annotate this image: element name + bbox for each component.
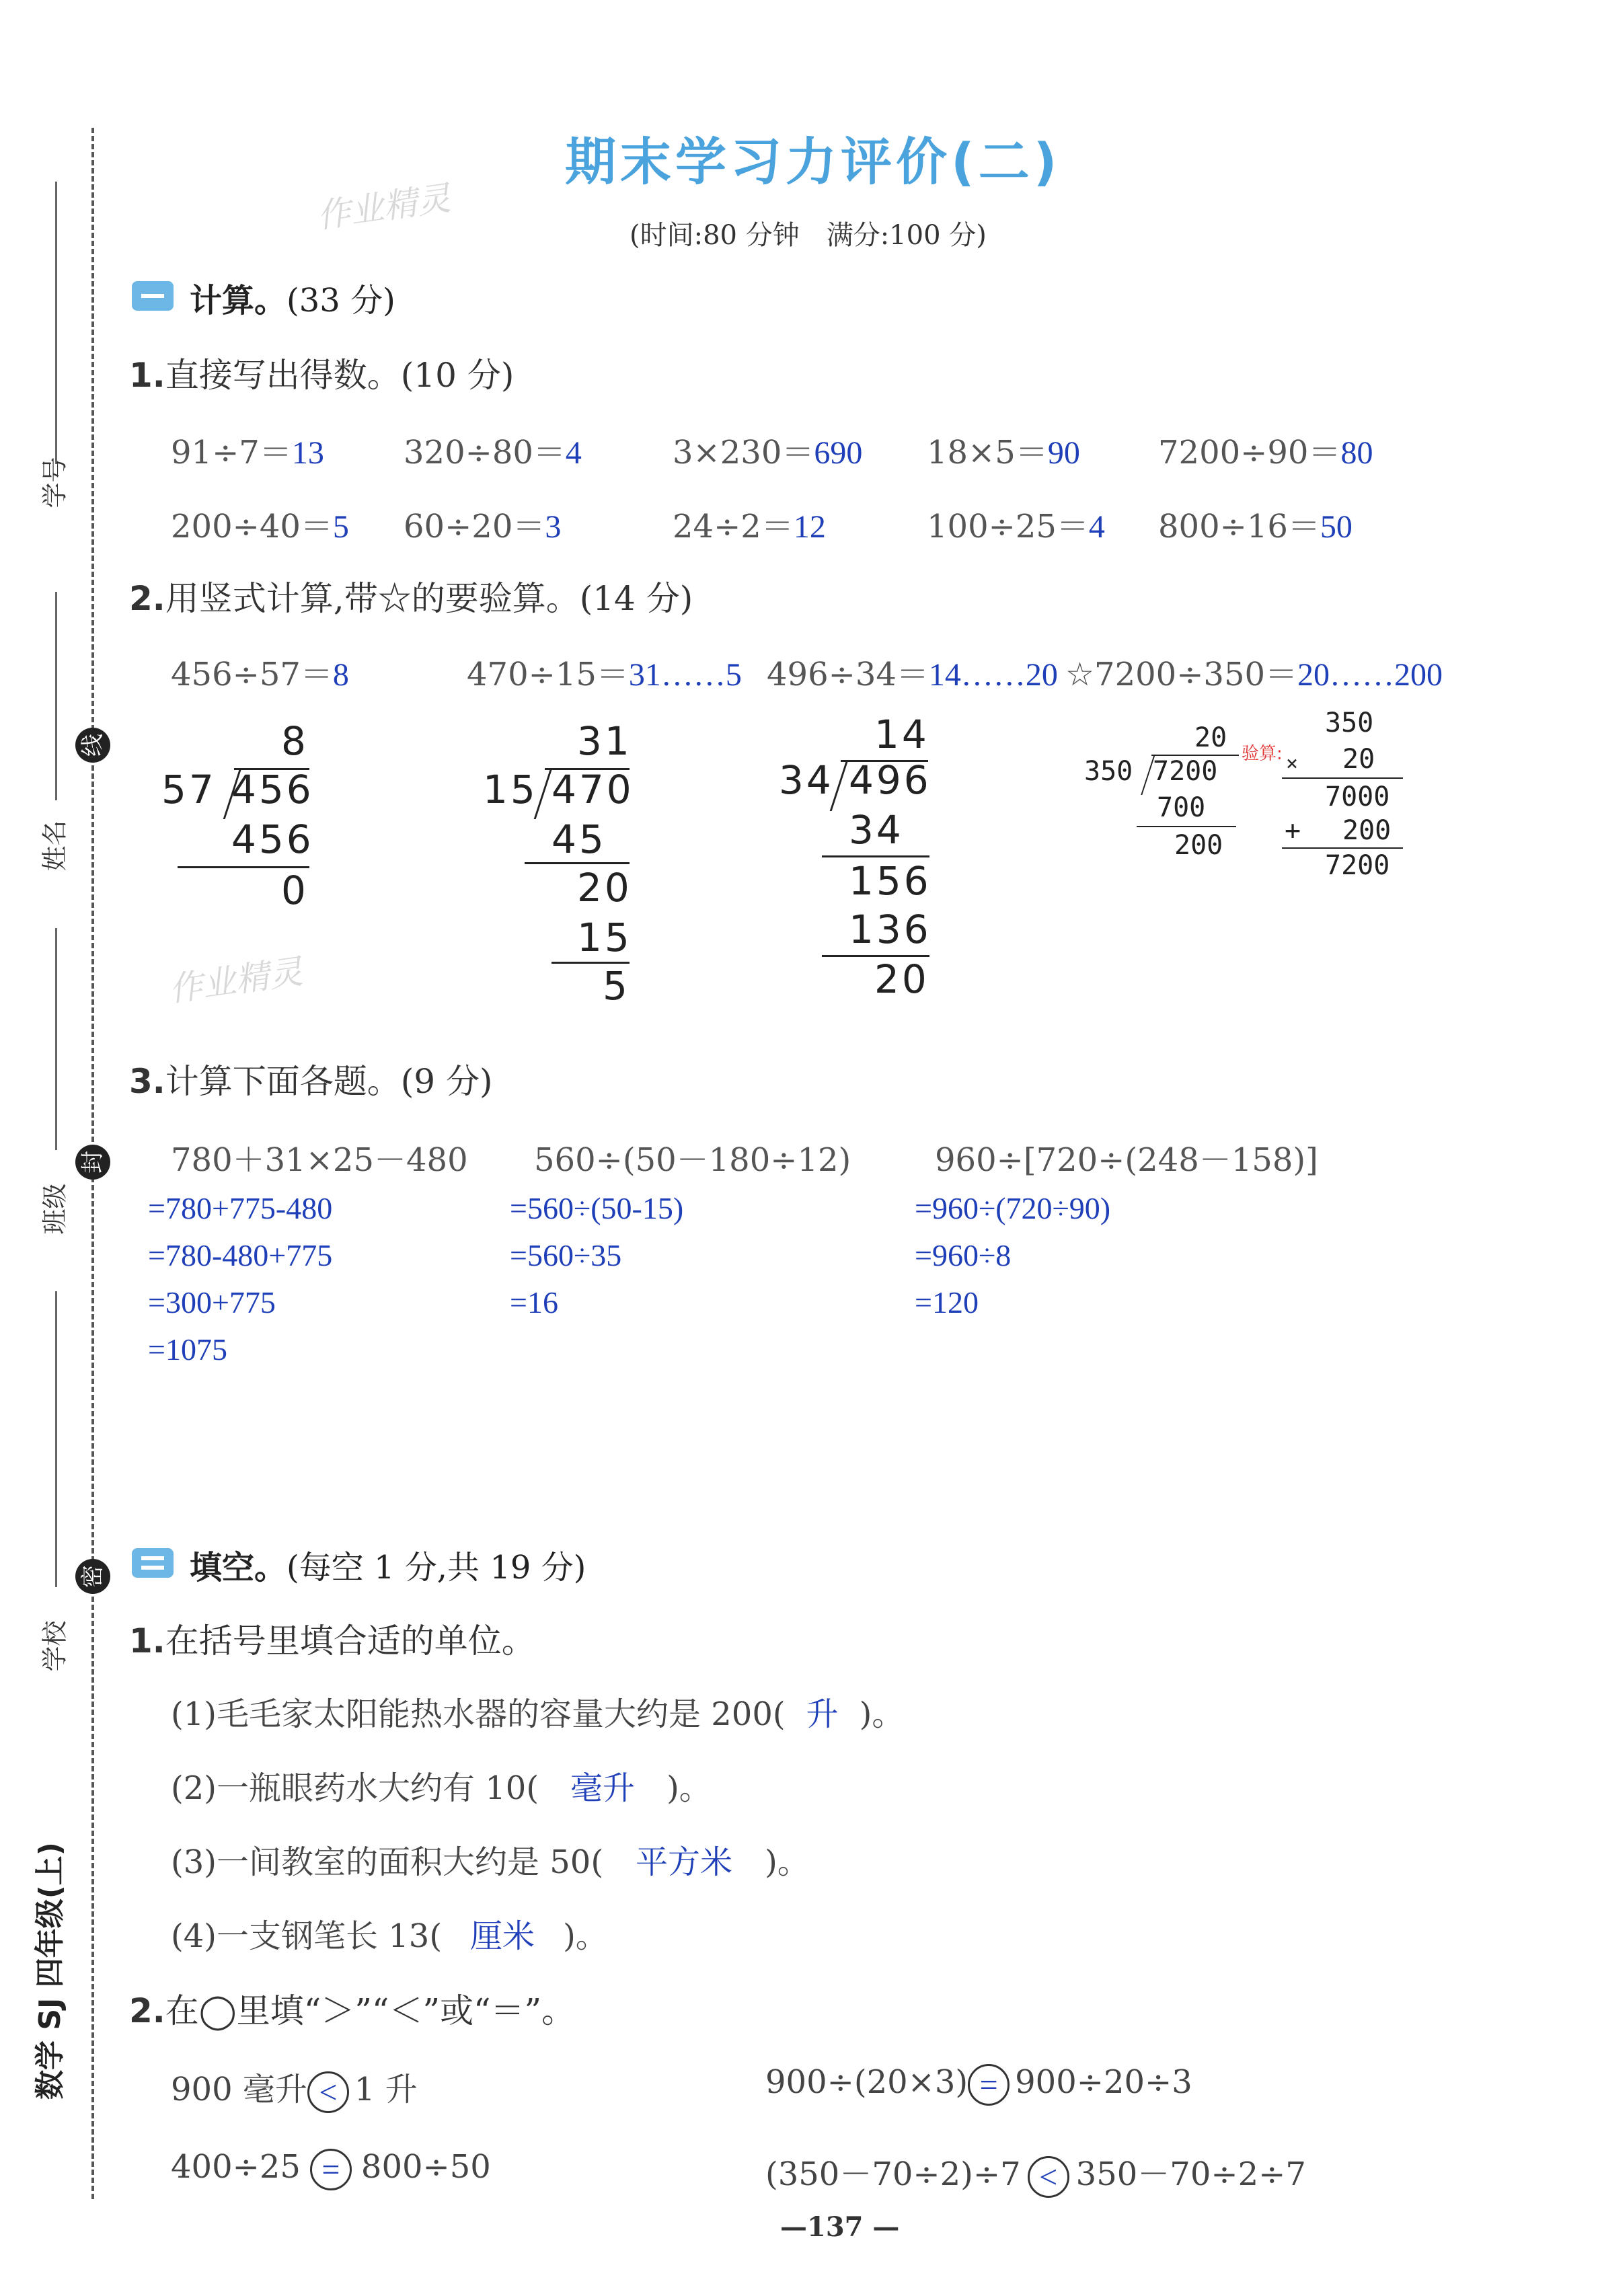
margin-line-xingming xyxy=(55,592,57,800)
page-title: 期末学习力评价(二) xyxy=(565,132,1061,192)
q3-item-2-expr: 560÷(50－180÷12) xyxy=(534,1141,851,1179)
margin-label-banji: 班级 xyxy=(40,1183,70,1235)
margin-label-xingming: 姓名 xyxy=(40,820,70,872)
q3-item-1-step-1: =780+775-480 xyxy=(148,1191,333,1225)
q1-item-7: 60÷20＝3 xyxy=(404,508,562,545)
q1-item-3: 3×230＝690 xyxy=(673,434,863,471)
q3-item-3-step-1: =960÷(720÷90) xyxy=(915,1191,1111,1225)
q3-item-3-expr: 960÷[720÷(248－158)] xyxy=(935,1141,1318,1179)
q1-item-6: 200÷40＝5 xyxy=(171,508,349,545)
s2-q1-item-2: (2)一瓶眼药水大约有 10( 毫升 )。 xyxy=(171,1769,712,1807)
section1-q3-heading: 3.计算下面各题。(9 分) xyxy=(129,1062,493,1101)
margin-book-label: 数学 SJ 四年级(上) xyxy=(33,1842,67,2100)
q2-item-3: 496÷34＝14……20 xyxy=(767,656,1058,693)
margin-seal-mi: 密 xyxy=(75,1559,110,1594)
s2-q2-item-3: 400÷25 = 800÷50 xyxy=(171,2148,491,2190)
section1-q1-heading: 1.直接写出得数。(10 分) xyxy=(129,356,515,395)
q3-item-2-step-3: =16 xyxy=(510,1285,558,1319)
q1-item-4: 18×5＝90 xyxy=(927,434,1080,471)
q2-item-1: 456÷57＝8 xyxy=(171,656,349,693)
q1-item-2: 320÷80＝4 xyxy=(404,434,582,471)
q3-item-1-step-2: =780-480+775 xyxy=(148,1238,333,1272)
margin-seal-feng: 封 xyxy=(75,1145,110,1180)
q3-item-3-step-3: =120 xyxy=(915,1285,979,1319)
s2-q2-item-4: (350－70÷2)÷7 < 350－70÷2÷7 xyxy=(765,2148,1306,2198)
s2-q2-item-1: 900 毫升 < 1 升 xyxy=(171,2063,418,2113)
section2-q2-heading: 2.在◯里填“＞”“＜”或“＝”。 xyxy=(129,1991,576,2030)
page-number: —137 — xyxy=(780,2211,900,2243)
compare-circle-2[interactable]: = xyxy=(968,2064,1010,2106)
q3-item-2-step-1: =560÷(50-15) xyxy=(510,1191,684,1225)
q1-item-9: 100÷25＝4 xyxy=(927,508,1105,545)
margin-seal-xian: 线 xyxy=(75,728,110,763)
margin-label-xuehao: 学号 xyxy=(40,457,70,508)
q1-item-5: 7200÷90＝80 xyxy=(1158,434,1373,471)
s2-q1-item-4: (4)一支钢笔长 13( 厘米 )。 xyxy=(171,1917,608,1955)
q3-item-1-step-3: =300+775 xyxy=(148,1285,276,1319)
q1-item-10: 800÷16＝50 xyxy=(1158,508,1353,545)
section1-q2-heading: 2.用竖式计算,带☆的要验算。(14 分) xyxy=(129,579,693,618)
page-subtitle: (时间:80 分钟 满分:100 分) xyxy=(630,220,987,251)
s2-q1-item-1: (1)毛毛家太阳能热水器的容量大约是 200( 升 )。 xyxy=(171,1695,905,1733)
section1-badge xyxy=(132,281,174,311)
s2-q2-item-2: 900÷(20×3) = 900÷20÷3 xyxy=(765,2063,1192,2106)
margin-line-banji xyxy=(55,928,57,1150)
margin-line-xuehao xyxy=(55,182,57,464)
q1-item-8: 24÷2＝12 xyxy=(673,508,826,545)
section2-badge xyxy=(132,1548,174,1578)
margin-label-xuexiao: 学校 xyxy=(40,1620,70,1672)
watermark-top: 作业精灵 xyxy=(314,178,453,236)
margin-line-xuexiao xyxy=(55,1291,57,1587)
q3-item-1-step-4: =1075 xyxy=(148,1332,227,1367)
q1-item-1: 91÷7＝13 xyxy=(171,434,324,471)
compare-circle-1[interactable]: < xyxy=(307,2071,349,2113)
watermark-middle: 作业精灵 xyxy=(166,952,305,1009)
q2-item-4: ☆7200÷350＝20……200 xyxy=(1065,656,1443,693)
compare-circle-4[interactable]: < xyxy=(1028,2156,1069,2198)
section1-heading: 计算。(33 分) xyxy=(190,282,395,319)
compare-circle-3[interactable]: = xyxy=(310,2149,352,2190)
s2-q1-item-3: (3)一间教室的面积大约是 50( 平方米 )。 xyxy=(171,1843,810,1881)
section2-heading: 填空。(每空 1 分,共 19 分) xyxy=(190,1549,586,1586)
q3-item-1-expr: 780＋31×25－480 xyxy=(171,1141,468,1179)
section2-q1-heading: 1.在括号里填合适的单位。 xyxy=(129,1621,535,1660)
q2-item-2: 470÷15＝31……5 xyxy=(467,656,742,693)
q3-item-3-step-2: =960÷8 xyxy=(915,1238,1012,1272)
q3-item-2-step-2: =560÷35 xyxy=(510,1238,622,1272)
